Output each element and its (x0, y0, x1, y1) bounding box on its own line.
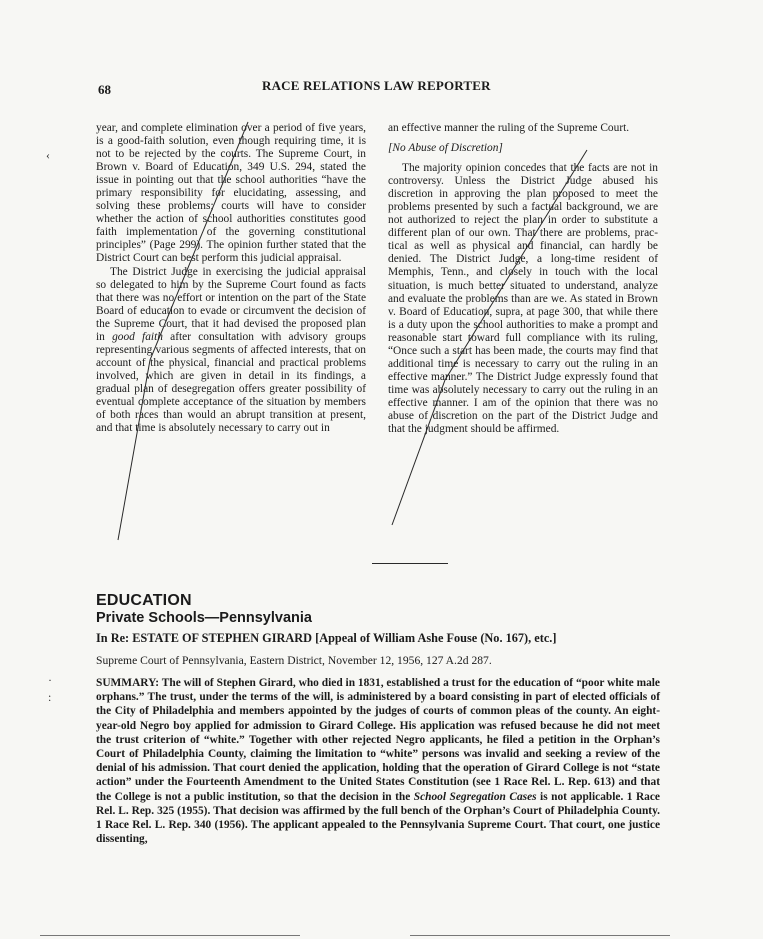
section-title: EDUCATION (96, 592, 192, 609)
court-citation: Supreme Court of Pennsylvania, Eastern District, November 12, 1956, 127 A.2d 287. (96, 654, 492, 667)
summary-text-a: SUMMARY: The will of Stephen Girard, who died in 1831, established a trust for the education of “poor white male orphans.” The trust, under the terms of the will, is administered by a board consisting in part of elected officials of the City of Philadelphia and members appointed by the judges of courts of common pleas of the county. An eight-year-old Negro boy applied for admission to Girard College. His application was refused because he did not meet the trust criterion of “white.” Together with other rejected Negro applicants, he filed a petition in the Orphan’s Court of Philadelphia County, claiming the limitation to “white” persons was invalid and seeking a review of the denial of his admission. That court denied the application, holding that the operation of Girard College is not “state action” under the Fourteenth Amendment to the United States Constitution (see 1 Race Rel. L. Rep. 613) and that the College is not a public institution, so that the decision in the (96, 677, 660, 803)
page-number: 68 (98, 82, 111, 97)
summary-italic: School Segregation Cases (413, 790, 537, 803)
left-paragraph-1: year, and complete elimination over a period of five years, is a good-faith solution, even though requiring time, it is not to be rejected by the courts. The Supreme Court, in Brown v. Board of Education, 349 U.S. 294, stated the issue in pointing out that the school authorities “have the primary responsibility for elucidating, assessing, and solving these problems; courts will have to consider whether the action of school authorities constitutes good faith implementation of the governing constitutional principles” (Page 299). The opinion further stated that the District Court can best perform this judicial appraisal. (96, 122, 366, 265)
case-summary (96, 676, 660, 846)
bottom-edge-line (40, 935, 300, 936)
case-caption: In Re: ESTATE OF STEPHEN GIRARD [Appeal of William Ashe Fouse (No. 167), etc.] (96, 631, 557, 645)
running-header: RACE RELATIONS LAW REPORTER (262, 78, 491, 93)
left-paragraph-2-italic: good faith (112, 330, 163, 343)
subheading-no-abuse: [No Abuse of Discretion] (388, 142, 503, 155)
section-subtitle: Private Schools—Pennsylvania (96, 610, 312, 626)
section-divider (372, 563, 448, 564)
margin-mark: · (48, 673, 52, 687)
right-paragraph-2: The majority opinion concedes that the facts are not in controversy. Unless the District Judge abused his discretion in approving the plan proposed to meet the problems presented by such a factual background, we are not authorized to reject the plan in order to substitute a different plan of our own. That there are problems, practical as well as physical and financial, can hardly be denied. The District Judge, a long-time resident of Memphis, Tenn., and closely in touch with the local situation, is much better situated to understand, analyze and evaluate the problems than are we. As stated in Brown v. Board of Education, supra, at page 300, that while there is a duty upon the school authorities to make a prompt and reasonable start toward full compliance with its ruling, “Once such a start has been made, the courts may find that additional time is necessary to carry out the ruling in an effective manner.” The District Judge expressly found that time was absolutely necessary to carry out the ruling in an effective manner. I am of the opinion that there was no abuse of discretion on the part of the District Judge and that the judgment should be affirmed. (388, 162, 658, 436)
summary-text-b: is not applicable. 1 Race Rel. L. Rep. 325 (1955). That decision was affirmed by the full bench of the Orphan’s Court of Philadelphia County. 1 Race Rel. L. Rep. 340 (1956). The applicant appealed to the Pennsylvania Supreme Court. That court, one justice dissenting, (96, 790, 660, 846)
left-paragraph-2-text-a: The District Judge in exercising the judicial appraisal so delegated to him by the Supreme Court found as facts that there was no effort or intention on the part of the State Board of education to evade or circumvent the decision of the Supreme Court, that it had devised the proposed plan in (96, 265, 366, 343)
left-paragraph-2-text-b: after consultation with advisory groups representing various segments of affected interests, that on account of the physical, financial and practical problems involved, which are given in detail in its findings, a gradual plan of desegregation offers greater possibility of eventual complete acceptance of the situation by members of both races than would an abrupt transition at present, and that time is absolutely necessary to carry out in (96, 330, 366, 435)
margin-mark: : (48, 690, 52, 704)
right-paragraph-1: an effective manner the ruling of the Supreme Court. (388, 122, 630, 134)
margin-mark: ‹ (46, 148, 50, 162)
bottom-edge-line (410, 935, 670, 936)
